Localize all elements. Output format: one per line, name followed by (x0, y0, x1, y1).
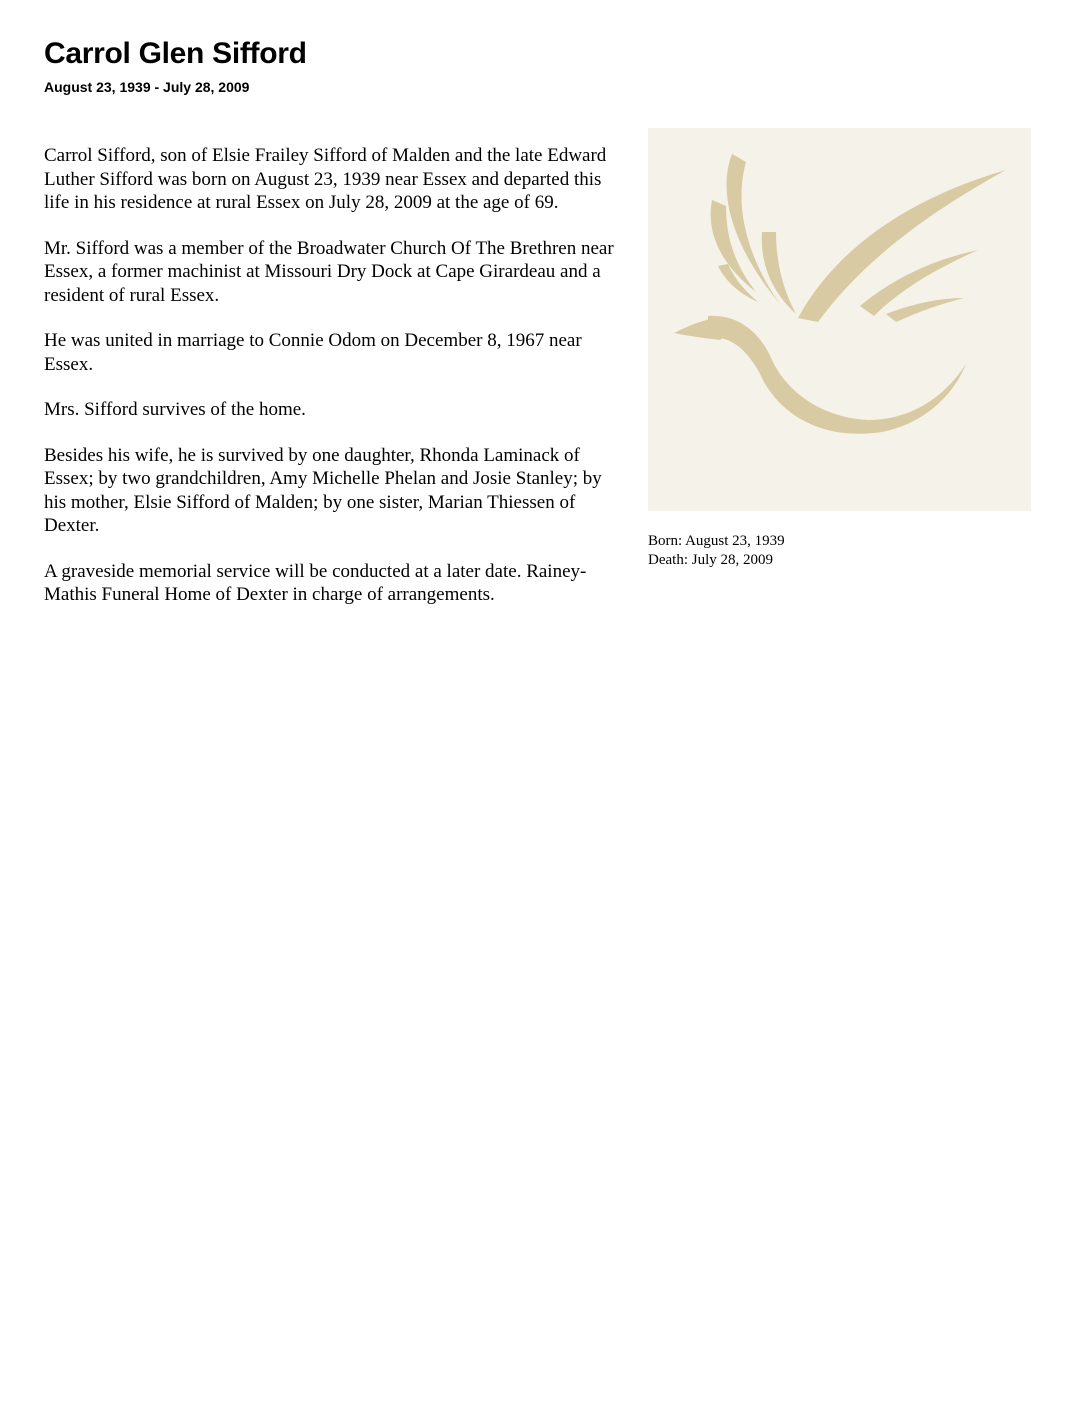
death-date: Death: July 28, 2009 (648, 552, 773, 568)
obituary-paragraph: He was united in marriage to Connie Odom on December 8, 1967 near Essex. (44, 330, 582, 375)
photo-caption (648, 532, 785, 570)
obituary-paragraph: Mr. Sifford was a member of the Broadwater Church Of The Brethren near Essex, a former machinist at Missouri Dry Dock at Cape Girardeau and a resident of rural Essex. (44, 237, 614, 306)
obituary-paragraph: A graveside memorial service will be conducted at a later date. Rainey-Mathis Funeral Home of Dexter in charge of arrangements. (44, 560, 587, 605)
dove-icon (648, 128, 1031, 511)
born-date: Born: August 23, 1939 (648, 533, 785, 549)
memorial-photo (648, 128, 1031, 511)
obituary-paragraph: Carrol Sifford, son of Elsie Frailey Sifford of Malden and the late Edward Luther Sifford was born on August 23, 1939 near Essex and departed this life in his residence at rural Essex on July 28, 2009 at the age of 69. (44, 145, 607, 213)
page-title: Carrol Glen Sifford (44, 37, 307, 70)
obituary-text (44, 144, 619, 629)
obituary-paragraph: Mrs. Sifford survives of the home. (44, 399, 306, 420)
life-dates: August 23, 1939 - July 28, 2009 (44, 79, 250, 95)
obituary-paragraph: Besides his wife, he is survived by one daughter, Rhonda Laminack of Essex; by two grandchildren, Amy Michelle Phelan and Josie Stanley; by his mother, Elsie Sifford of Malden; by one sister, Marian Thiessen of Dexter. (44, 444, 602, 536)
